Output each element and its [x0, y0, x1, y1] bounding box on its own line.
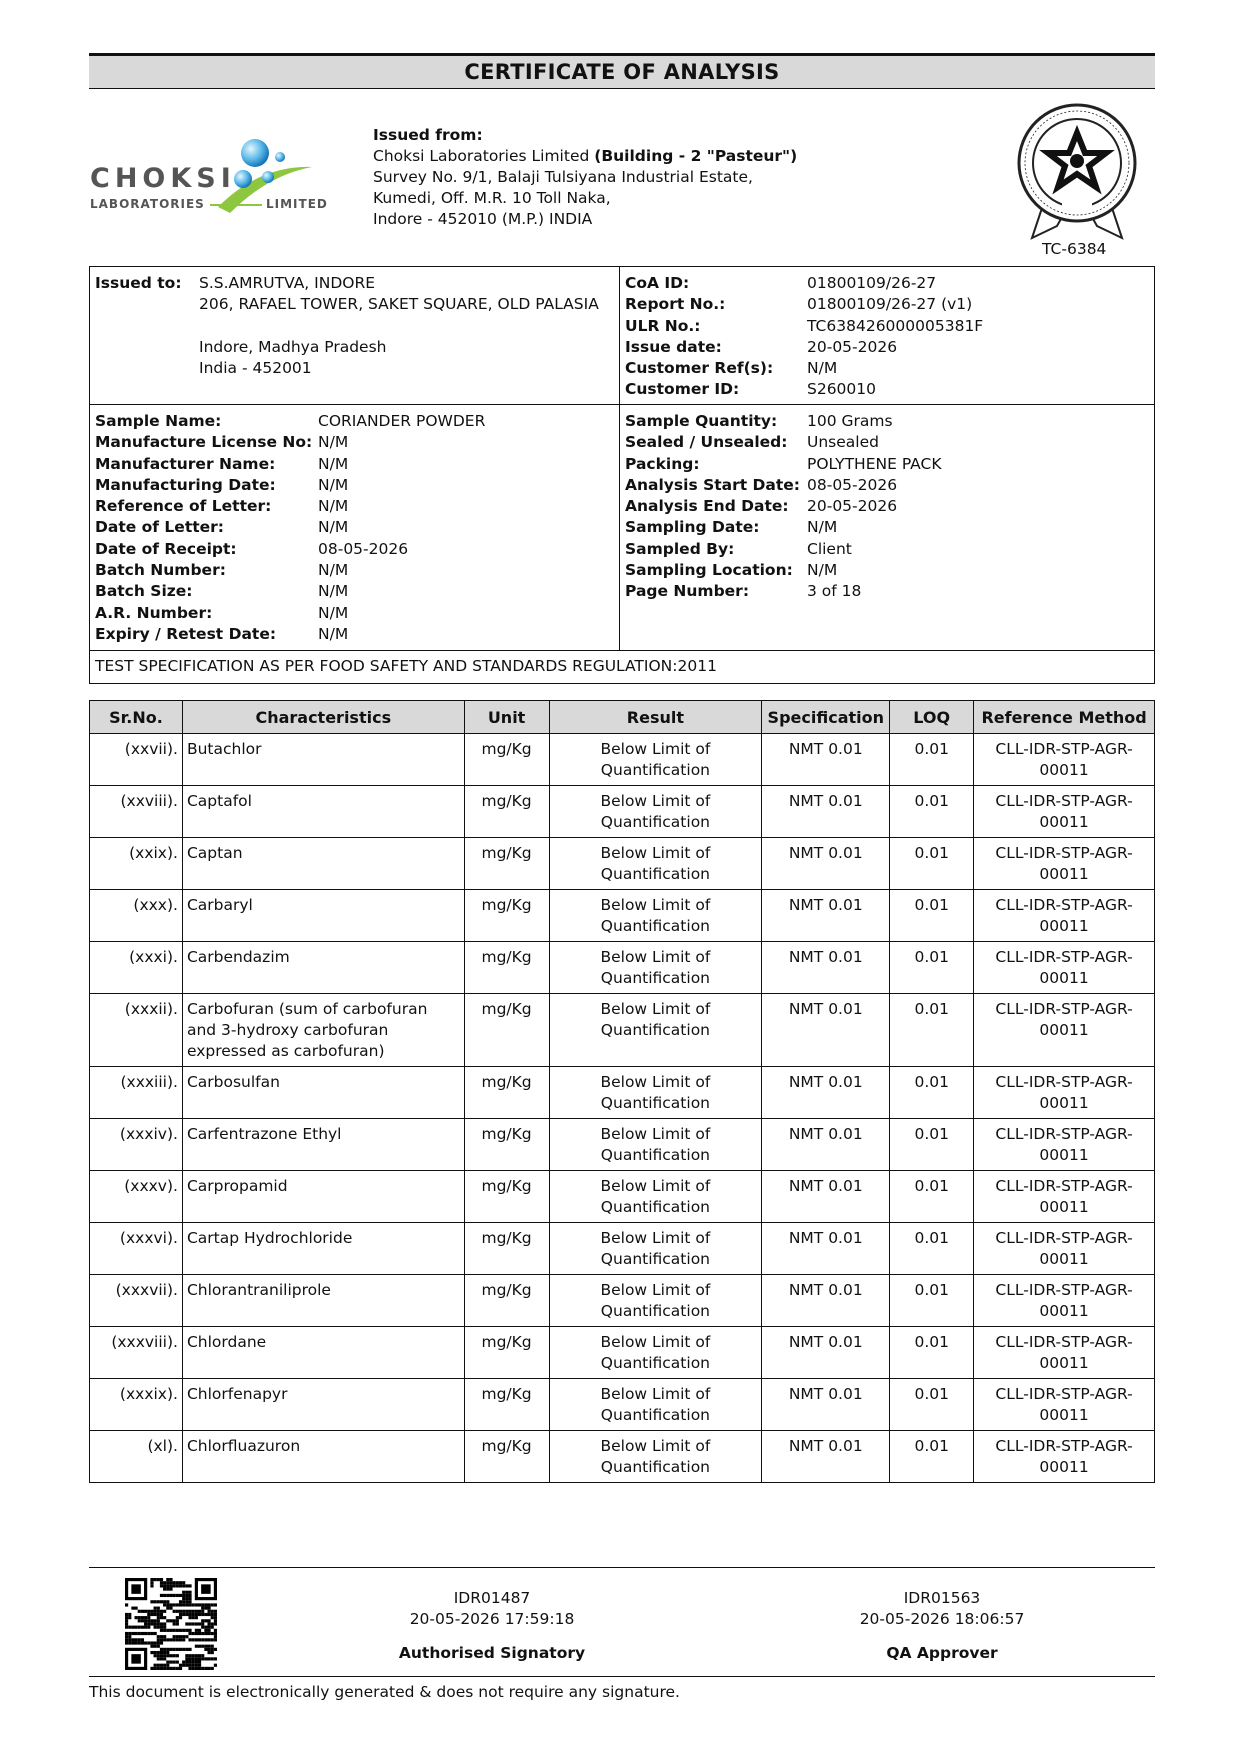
field-value: N/M	[807, 518, 838, 537]
field-row	[95, 539, 485, 560]
cell-sr: (xxxvii).	[90, 1275, 183, 1327]
cell-sr: (xxxv).	[90, 1171, 183, 1223]
cell-unit: mg/Kg	[464, 1067, 549, 1119]
field-row	[95, 603, 485, 624]
cell-spec: NMT 0.01	[762, 734, 890, 786]
coa-info-block	[625, 273, 983, 401]
field-row	[95, 624, 485, 645]
issued-from-label: Issued from:	[373, 126, 483, 144]
field-row	[625, 411, 942, 432]
cell-loq: 0.01	[890, 734, 974, 786]
field-row	[95, 454, 485, 475]
field-label: Sampled By:	[625, 539, 735, 558]
cell-sr: (xxxvi).	[90, 1223, 183, 1275]
table-row	[90, 1223, 1155, 1275]
divider	[619, 266, 620, 405]
cell-spec: NMT 0.01	[762, 1431, 890, 1483]
field-value: N/M	[318, 497, 349, 516]
cell-result: Below Limit of Quantification	[549, 1119, 762, 1171]
footer-note: This document is electronically generated & does not require any signature.	[89, 1683, 680, 1701]
field-label: ULR No.:	[625, 316, 701, 335]
field-value: N/M	[318, 582, 349, 601]
field-value: N/M	[318, 624, 349, 643]
table-header-row	[90, 701, 1155, 734]
qa-datetime: 20-05-2026 18:06:57	[859, 1610, 1025, 1628]
cell-loq: 0.01	[890, 838, 974, 890]
cell-result: Below Limit of Quantification	[549, 1223, 762, 1275]
issued-from-line2: Survey No. 9/1, Balaji Tulsiyana Industrial Estate,	[373, 168, 753, 186]
table-row	[90, 734, 1155, 786]
table-row	[90, 1379, 1155, 1431]
cell-char: Carbaryl	[182, 890, 464, 942]
cell-result: Below Limit of Quantification	[549, 1379, 762, 1431]
cell-unit: mg/Kg	[464, 1275, 549, 1327]
issued-from-line3: Kumedi, Off. M.R. 10 Toll Naka,	[373, 189, 611, 207]
cell-char: Carfentrazone Ethyl	[182, 1119, 464, 1171]
cell-spec: NMT 0.01	[762, 994, 890, 1067]
cell-result: Below Limit of Quantification	[549, 994, 762, 1067]
authorised-id: IDR01487	[453, 1589, 531, 1607]
results-table	[89, 700, 1155, 1483]
footer-divider	[89, 1676, 1155, 1677]
field-row	[625, 581, 942, 602]
field-label: Page Number:	[625, 582, 750, 601]
cell-method: CLL-IDR-STP-AGR-00011	[974, 1223, 1155, 1275]
field-row	[625, 337, 983, 358]
cell-spec: NMT 0.01	[762, 838, 890, 890]
field-label: Manufacturing Date:	[95, 475, 276, 494]
cell-sr: (xxxi).	[90, 942, 183, 994]
field-row	[95, 475, 485, 496]
cell-loq: 0.01	[890, 994, 974, 1067]
logo-name: CHOKSI	[90, 163, 236, 194]
cell-sr: (xxxix).	[90, 1379, 183, 1431]
authorised-datetime: 20-05-2026 17:59:18	[409, 1610, 575, 1628]
field-row	[625, 454, 942, 475]
field-value: N/M	[318, 454, 349, 473]
issued-to-line: S.S.AMRUTVA, INDORE	[199, 274, 376, 292]
field-row	[625, 496, 942, 517]
page-title: CERTIFICATE OF ANALYSIS	[89, 53, 1155, 89]
field-value: N/M	[318, 603, 349, 622]
cell-unit: mg/Kg	[464, 1379, 549, 1431]
cell-spec: NMT 0.01	[762, 1275, 890, 1327]
cell-result: Below Limit of Quantification	[549, 890, 762, 942]
field-row	[95, 581, 485, 602]
cell-sr: (xxviii).	[90, 786, 183, 838]
cell-char: Carbosulfan	[182, 1067, 464, 1119]
field-value: TC638426000005381F	[807, 316, 984, 335]
cell-unit: mg/Kg	[464, 942, 549, 994]
field-value: 01800109/26-27 (v1)	[807, 295, 973, 314]
cell-spec: NMT 0.01	[762, 1067, 890, 1119]
cell-loq: 0.01	[890, 1431, 974, 1483]
cell-spec: NMT 0.01	[762, 786, 890, 838]
field-value: Unsealed	[807, 433, 879, 452]
field-row	[95, 411, 485, 432]
table-row	[90, 838, 1155, 890]
issued-from-building: (Building - 2 "Pasteur")	[594, 147, 798, 165]
cell-loq: 0.01	[890, 786, 974, 838]
field-value: 01800109/26-27	[807, 274, 937, 292]
table-row	[90, 1067, 1155, 1119]
field-label: Sealed / Unsealed:	[625, 433, 788, 452]
field-label: Date of Receipt:	[95, 539, 237, 558]
field-label: Customer ID:	[625, 380, 740, 399]
cell-spec: NMT 0.01	[762, 1119, 890, 1171]
logo-sub-right: LIMITED	[266, 197, 328, 211]
col-header-srno: Sr.No.	[90, 701, 183, 734]
cell-char: Carbofuran (sum of carbofuran and 3-hydroxy carbofuran expressed as carbofuran)	[182, 994, 464, 1067]
cell-method: CLL-IDR-STP-AGR-00011	[974, 734, 1155, 786]
cell-method: CLL-IDR-STP-AGR-00011	[974, 1379, 1155, 1431]
cell-loq: 0.01	[890, 1067, 974, 1119]
issued-from-line4: Indore - 452010 (M.P.) INDIA	[373, 210, 593, 228]
test-specification: TEST SPECIFICATION AS PER FOOD SAFETY AND STANDARDS REGULATION:2011	[95, 657, 717, 675]
issued-from-company: Choksi Laboratories Limited	[373, 147, 595, 165]
issued-to-line: Indore, Madhya Pradesh	[199, 337, 387, 356]
field-label: Issue date:	[625, 337, 722, 356]
cell-char: Chlordane	[182, 1327, 464, 1379]
cell-unit: mg/Kg	[464, 1223, 549, 1275]
cell-spec: NMT 0.01	[762, 1379, 890, 1431]
cell-method: CLL-IDR-STP-AGR-00011	[974, 1431, 1155, 1483]
cell-sr: (xxxii).	[90, 994, 183, 1067]
field-row	[625, 475, 942, 496]
field-value: N/M	[318, 518, 349, 537]
field-row	[95, 496, 485, 517]
cell-unit: mg/Kg	[464, 786, 549, 838]
cell-result: Below Limit of Quantification	[549, 942, 762, 994]
field-label: Reference of Letter:	[95, 497, 272, 516]
issued-to-line: 206, RAFAEL TOWER, SAKET SQUARE, OLD PALASIA	[199, 295, 599, 314]
cell-unit: mg/Kg	[464, 994, 549, 1067]
field-row	[625, 379, 983, 400]
cell-loq: 0.01	[890, 890, 974, 942]
cell-result: Below Limit of Quantification	[549, 734, 762, 786]
field-row	[625, 358, 983, 379]
seal-cert-number: TC-6384	[1042, 240, 1107, 258]
footer-divider	[89, 1567, 1155, 1568]
field-label: Expiry / Retest Date:	[95, 624, 277, 643]
field-row	[625, 294, 983, 315]
table-row	[90, 786, 1155, 838]
cell-char: Captan	[182, 838, 464, 890]
col-header-result: Result	[549, 701, 762, 734]
field-label: Date of Letter:	[95, 518, 224, 537]
field-value: N/M	[807, 359, 838, 378]
cell-char: Captafol	[182, 786, 464, 838]
table-row	[90, 994, 1155, 1067]
table-row	[90, 1171, 1155, 1223]
field-value: POLYTHENE PACK	[807, 454, 942, 473]
cell-char: Butachlor	[182, 734, 464, 786]
cell-unit: mg/Kg	[464, 1327, 549, 1379]
cell-loq: 0.01	[890, 1275, 974, 1327]
authorised-role: Authorised Signatory	[398, 1644, 586, 1662]
cell-spec: NMT 0.01	[762, 1327, 890, 1379]
col-header-unit: Unit	[464, 701, 549, 734]
cell-sr: (xl).	[90, 1431, 183, 1483]
field-label: Sample Name:	[95, 412, 222, 430]
cell-unit: mg/Kg	[464, 1431, 549, 1483]
field-label: Batch Number:	[95, 561, 226, 580]
table-row	[90, 1431, 1155, 1483]
cell-spec: NMT 0.01	[762, 1223, 890, 1275]
cell-loq: 0.01	[890, 1223, 974, 1275]
issued-to-label: Issued to:	[95, 274, 182, 292]
col-header-method: Reference Method	[974, 701, 1155, 734]
field-row	[625, 539, 942, 560]
field-value: N/M	[318, 475, 349, 494]
cell-result: Below Limit of Quantification	[549, 1171, 762, 1223]
cell-char: Cartap Hydrochloride	[182, 1223, 464, 1275]
cell-char: Carbendazim	[182, 942, 464, 994]
field-row	[95, 517, 485, 538]
cell-unit: mg/Kg	[464, 838, 549, 890]
field-label: Sampling Location:	[625, 561, 793, 580]
field-value: N/M	[807, 561, 838, 580]
field-value: 08-05-2026	[318, 539, 409, 558]
field-row	[625, 517, 942, 538]
field-label: Manufacture License No:	[95, 433, 313, 452]
cell-result: Below Limit of Quantification	[549, 1431, 762, 1483]
field-label: Customer Ref(s):	[625, 359, 774, 378]
cell-method: CLL-IDR-STP-AGR-00011	[974, 890, 1155, 942]
cell-sr: (xxxviii).	[90, 1327, 183, 1379]
cell-unit: mg/Kg	[464, 1171, 549, 1223]
field-label: Sample Quantity:	[625, 412, 778, 430]
field-label: CoA ID:	[625, 274, 690, 292]
cell-spec: NMT 0.01	[762, 890, 890, 942]
cell-method: CLL-IDR-STP-AGR-00011	[974, 838, 1155, 890]
cell-sr: (xxxiii).	[90, 1067, 183, 1119]
cell-char: Carpropamid	[182, 1171, 464, 1223]
field-value: 100 Grams	[807, 412, 893, 430]
cell-result: Below Limit of Quantification	[549, 1327, 762, 1379]
cell-loq: 0.01	[890, 1327, 974, 1379]
cell-method: CLL-IDR-STP-AGR-00011	[974, 1327, 1155, 1379]
cell-method: CLL-IDR-STP-AGR-00011	[974, 1171, 1155, 1223]
field-row	[625, 273, 983, 294]
field-label: Analysis End Date:	[625, 497, 789, 516]
cell-method: CLL-IDR-STP-AGR-00011	[974, 1067, 1155, 1119]
sample-left-block	[95, 411, 485, 645]
field-row	[625, 316, 983, 337]
logo-sub-left: LABORATORIES	[90, 197, 205, 211]
issued-from-block	[373, 125, 797, 230]
col-header-characteristics: Characteristics	[182, 701, 464, 734]
qa-signature-block	[842, 1588, 1042, 1664]
qa-role: QA Approver	[886, 1644, 998, 1662]
table-row	[90, 1327, 1155, 1379]
field-row	[95, 432, 485, 453]
issued-to-block	[95, 273, 599, 379]
sample-right-block	[625, 411, 942, 603]
field-label: Batch Size:	[95, 582, 193, 601]
cell-unit: mg/Kg	[464, 734, 549, 786]
cell-char: Chlorantraniliprole	[182, 1275, 464, 1327]
cell-spec: NMT 0.01	[762, 942, 890, 994]
field-value: 08-05-2026	[807, 475, 898, 494]
field-row	[625, 560, 942, 581]
cell-result: Below Limit of Quantification	[549, 786, 762, 838]
cell-char: Chlorfenapyr	[182, 1379, 464, 1431]
cell-unit: mg/Kg	[464, 1119, 549, 1171]
field-value: 20-05-2026	[807, 497, 898, 516]
field-label: Sampling Date:	[625, 518, 760, 537]
table-row	[90, 890, 1155, 942]
divider	[89, 650, 1155, 651]
table-row	[90, 1275, 1155, 1327]
field-value: 3 of 18	[807, 582, 862, 601]
cell-loq: 0.01	[890, 942, 974, 994]
field-value: 20-05-2026	[807, 337, 898, 356]
cell-sr: (xxvii).	[90, 734, 183, 786]
cell-loq: 0.01	[890, 1119, 974, 1171]
field-row	[95, 560, 485, 581]
cell-loq: 0.01	[890, 1379, 974, 1431]
field-label: A.R. Number:	[95, 603, 213, 622]
cell-sr: (xxix).	[90, 838, 183, 890]
table-row	[90, 942, 1155, 994]
field-value: N/M	[318, 433, 349, 452]
cell-spec: NMT 0.01	[762, 1171, 890, 1223]
cell-method: CLL-IDR-STP-AGR-00011	[974, 942, 1155, 994]
accreditation-seal-icon	[1012, 98, 1142, 248]
field-row	[625, 432, 942, 453]
cell-result: Below Limit of Quantification	[549, 1275, 762, 1327]
qr-code-icon	[125, 1578, 217, 1670]
issued-to-line: India - 452001	[199, 359, 312, 378]
choksi-logo	[90, 135, 340, 225]
field-value: S260010	[807, 380, 877, 399]
divider	[619, 404, 620, 650]
cell-result: Below Limit of Quantification	[549, 1067, 762, 1119]
qa-id: IDR01563	[903, 1589, 981, 1607]
col-header-specification: Specification	[762, 701, 890, 734]
cell-method: CLL-IDR-STP-AGR-00011	[974, 1119, 1155, 1171]
cell-sr: (xxxiv).	[90, 1119, 183, 1171]
cell-result: Below Limit of Quantification	[549, 838, 762, 890]
field-label: Analysis Start Date:	[625, 475, 800, 494]
field-label: Manufacturer Name:	[95, 454, 276, 473]
table-row	[90, 1119, 1155, 1171]
field-value: CORIANDER POWDER	[318, 412, 486, 430]
cell-sr: (xxx).	[90, 890, 183, 942]
field-label: Packing:	[625, 454, 700, 473]
cell-char: Chlorfluazuron	[182, 1431, 464, 1483]
field-label: Report No.:	[625, 295, 726, 314]
col-header-loq: LOQ	[890, 701, 974, 734]
authorised-signature-block	[392, 1588, 592, 1664]
cell-unit: mg/Kg	[464, 890, 549, 942]
cell-loq: 0.01	[890, 1171, 974, 1223]
field-value: N/M	[318, 561, 349, 580]
cell-method: CLL-IDR-STP-AGR-00011	[974, 994, 1155, 1067]
cell-method: CLL-IDR-STP-AGR-00011	[974, 1275, 1155, 1327]
cell-method: CLL-IDR-STP-AGR-00011	[974, 786, 1155, 838]
field-value: Client	[807, 539, 852, 558]
